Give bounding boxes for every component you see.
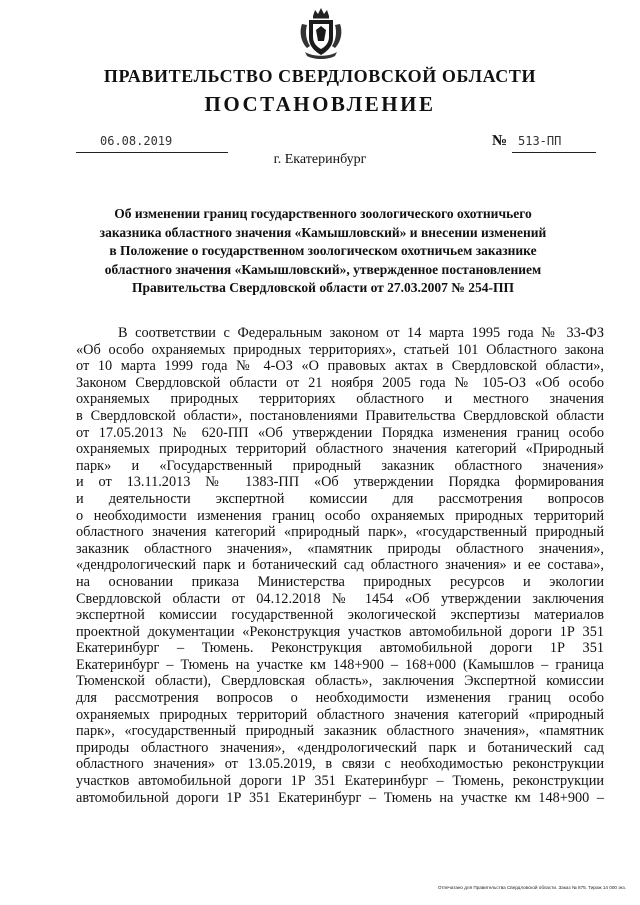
body-line: охраняемых природных территориях областного и местного значения xyxy=(76,391,604,408)
body-line: от 17.05.2013 № 620-ПП «Об утверждении Порядка изменения границ особо xyxy=(76,424,604,441)
body-line: для рассмотрения вопросов о необходимости изменения границ особо xyxy=(76,690,604,707)
body-line: областного значения категорий «природный парк», «государственный природный xyxy=(76,524,604,541)
title-line: областного значения «Камышловский», утвержденное постановлением xyxy=(104,261,542,277)
document-title xyxy=(84,205,562,298)
body-line: автомобильной дороги 1Р 351 Екатеринбург – Тюмень на участке км 148+900 – xyxy=(76,789,604,806)
body-line: «Об особо охраняемых природных территориях», статьей 101 Областного закона xyxy=(76,341,604,358)
body-line: и от 13.11.2013 № 1383-ПП «Об утверждении Порядка формирования xyxy=(76,474,604,491)
document-type: ПОСТАНОВЛЕНИЕ xyxy=(204,92,436,116)
document-number: 513-ПП xyxy=(518,134,562,148)
body-line: в Свердловской области», постановлениями Правительства Свердловской области xyxy=(76,407,604,424)
body-line: парк» и «Государственный природный заказник областного значения» xyxy=(76,457,604,474)
title-line: в Положение о государственном зоологическом охотничьем заказнике xyxy=(109,243,537,258)
city: г. Екатеринбург xyxy=(273,152,367,167)
body-line: заказник областного значения», «памятник природы областного значения», xyxy=(76,540,604,557)
body-line: проектной документации «Реконструкция участков автомобильной дороги 1Р 351 xyxy=(76,623,604,640)
title-line: заказника областного значения «Камышловский» и внесении изменений xyxy=(99,224,547,240)
body-line: Екатеринбург – Тюмень на участке км 148+900 – 168+000 (Камышлов – граница xyxy=(76,656,604,673)
body-line: Законом Свердловской области от 21 ноября 2005 года № 105-ОЗ «Об особо xyxy=(76,374,604,391)
body-line: о необходимости изменения границ особо охраняемых природных территорий xyxy=(76,507,604,524)
title-line: Правительства Свердловской области от 27.03.2007 № 254-ПП xyxy=(132,280,514,295)
body-line: охраняемых природных территорий областного значения категорий «природный xyxy=(76,706,604,723)
body-line: от 10 марта 1999 года № 4-ОЗ «О правовых актах в Свердловской области», xyxy=(76,358,604,375)
body-line: на основании приказа Министерства природных ресурсов и экологии xyxy=(76,573,604,590)
body-line: экспертной комиссии государственной экологической экспертизы материалов xyxy=(76,607,604,624)
body-line: парк», «государственный природный заказник областного значения», «памятник xyxy=(76,723,604,740)
body-line: и деятельности экспертной комиссии для рассмотрения вопросов xyxy=(76,490,604,507)
print-note: Отпечатано для Правительства Свердловской области. Заказ № 875. Тираж 14 000 экз. xyxy=(437,885,626,890)
coat-of-arms-icon xyxy=(299,8,343,60)
document-date: 06.08.2019 xyxy=(100,134,173,148)
date-field xyxy=(76,134,228,153)
body-line: Свердловской области от 04.12.2018 № 1454 «Об утверждении заключения xyxy=(76,590,604,607)
number-field xyxy=(512,134,596,153)
body-line: Екатеринбург – Тюмень. Реконструкция автомобильной дороги 1Р 351 xyxy=(76,640,604,657)
body-line: В соответствии с Федеральным законом от 14 марта 1995 года № 33-ФЗ xyxy=(118,325,604,341)
body-line: областного значения» от 13.05.2019, в связи с необходимостью реконструкции xyxy=(76,756,604,773)
title-line: Об изменении границ государственного зоологического охотничьего xyxy=(114,206,532,221)
body-line: Тюменской области), Свердловская область», заключения Экспертной комиссии xyxy=(76,673,604,690)
number-label: № xyxy=(492,133,508,149)
body-line: охраняемых природных территорий областного значения категорий «Природный xyxy=(76,441,604,458)
government-name: ПРАВИТЕЛЬСТВО СВЕРДЛОВСКОЙ ОБЛАСТИ xyxy=(103,66,537,86)
body-line: «дендрологический парк и ботанический сад областного значения» и ее состава», xyxy=(76,557,604,574)
body-line: участков автомобильной дороги 1Р 351 Екатеринбург – Тюмень, реконструкции xyxy=(76,773,604,790)
body-text xyxy=(76,325,604,806)
body-line: природы областного значения», «дендрологический парк и ботанический сад xyxy=(76,739,604,756)
